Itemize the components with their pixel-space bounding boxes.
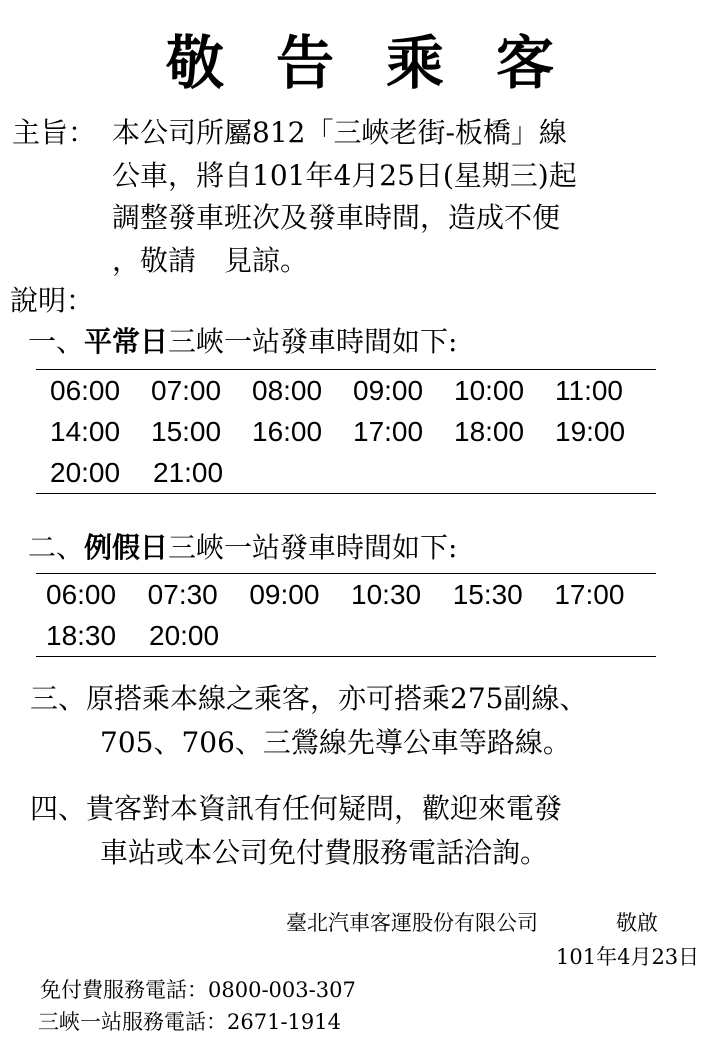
departure-time: 20:00 xyxy=(149,620,220,651)
holiday-heading xyxy=(28,528,457,568)
schedule-row xyxy=(50,411,656,452)
subject-label: 主旨： xyxy=(12,116,97,149)
station-phone xyxy=(38,1007,341,1037)
phone-label: 免付費服務電話： xyxy=(40,978,208,1002)
departure-time: 17:00 xyxy=(554,579,625,610)
departure-time: 18:00 xyxy=(454,416,525,447)
departure-time: 14:00 xyxy=(50,416,121,447)
weekday-prefix: 一、 xyxy=(28,325,85,358)
holiday-emphasis: 例假日 xyxy=(84,531,169,564)
departure-time: 07:00 xyxy=(151,375,222,406)
company-name: 臺北汽車客運股份有限公司 xyxy=(286,911,538,935)
explanation-label: 說明： xyxy=(10,284,95,317)
respect-closing: 敬啟 xyxy=(616,911,658,935)
weekday-suffix: 三峽一站發車時間如下: xyxy=(168,325,458,358)
departure-time: 16:00 xyxy=(252,416,323,447)
schedule-row xyxy=(46,574,656,615)
departure-time: 19:00 xyxy=(555,416,626,447)
toll-free-phone xyxy=(40,975,356,1005)
departure-time: 20:00 xyxy=(50,457,121,488)
departure-time: 06:00 xyxy=(46,579,117,610)
phone-number: 0800-003-307 xyxy=(208,978,356,1002)
departure-time: 10:00 xyxy=(454,375,525,406)
departure-time: 11:00 xyxy=(555,375,623,406)
schedule-row xyxy=(50,370,656,411)
subject-text xyxy=(112,112,577,282)
signature-date: 101年4月23日 xyxy=(556,945,700,969)
holiday-suffix: 三峽一站發車時間如下: xyxy=(168,531,458,564)
item3-line: 705、706、三鶯線先導公車等路線。 xyxy=(100,726,571,759)
departure-time: 10:30 xyxy=(351,579,422,610)
subject-line: 調整發車班次及發車時間，造成不便 xyxy=(112,201,561,234)
phone-number: 2671-1914 xyxy=(227,1010,341,1034)
item4-line: 車站或本公司免付費服務電話洽詢。 xyxy=(100,836,549,869)
departure-time: 15:30 xyxy=(452,579,523,610)
weekday-heading xyxy=(28,322,457,362)
departure-time: 15:00 xyxy=(151,416,222,447)
holiday-prefix: 二、 xyxy=(28,531,85,564)
schedule-row xyxy=(50,452,656,493)
departure-time: 09:00 xyxy=(353,375,424,406)
page-title: 敬告乘客 xyxy=(165,29,606,97)
departure-time: 18:30 xyxy=(46,620,117,651)
departure-time: 07:30 xyxy=(147,579,218,610)
departure-time: 21:00 xyxy=(153,457,224,488)
item3-line: 三、原搭乘本線之乘客，亦可搭乘275副線、 xyxy=(30,682,588,715)
item4-line: 四、貴客對本資訊有任何疑問，歡迎來電發 xyxy=(30,792,563,825)
subject-line: 本公司所屬812「三峽老街-板橋」線 xyxy=(112,116,567,149)
departure-time: 06:00 xyxy=(50,375,121,406)
subject-line: 公車，將自101年4月25日(星期三)起 xyxy=(112,158,577,192)
phone-label: 三峽一站服務電話： xyxy=(38,1010,227,1034)
schedule-row xyxy=(46,615,656,656)
departure-time: 08:00 xyxy=(252,375,323,406)
departure-time: 17:00 xyxy=(353,416,424,447)
weekday-schedule-table xyxy=(36,369,656,494)
weekday-emphasis: 平常日 xyxy=(84,325,169,358)
departure-time: 09:00 xyxy=(249,579,320,610)
holiday-schedule-table xyxy=(36,573,656,657)
subject-line: ，敬請 見諒。 xyxy=(112,243,309,277)
